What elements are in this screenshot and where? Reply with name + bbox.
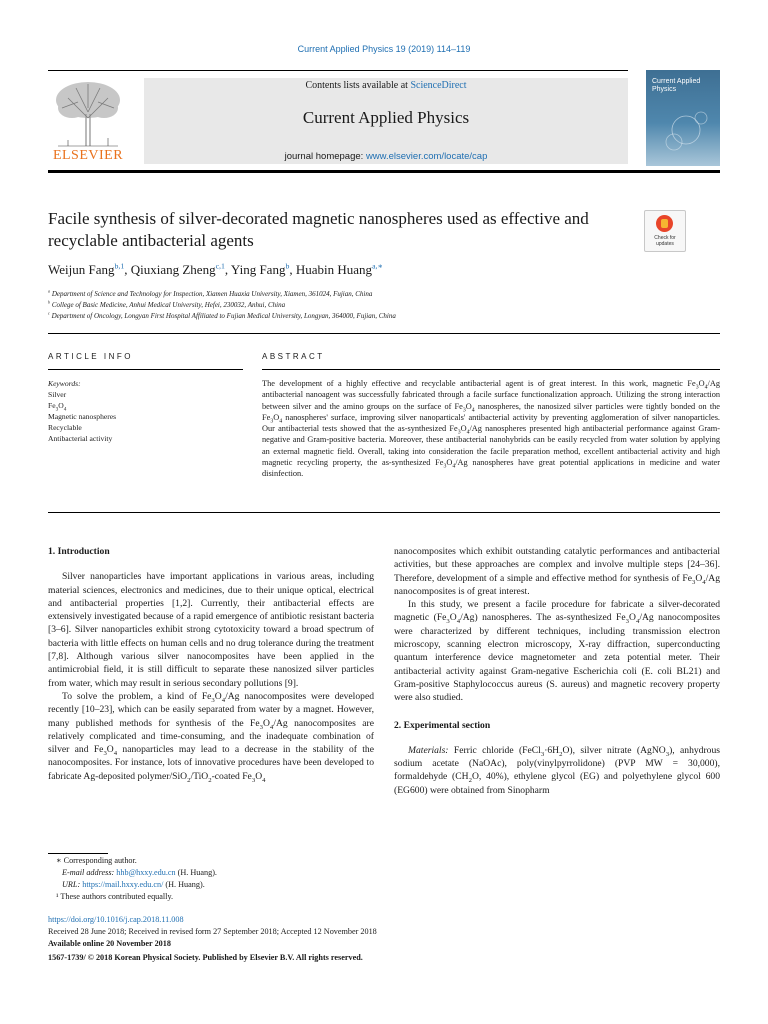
sciencedirect-link[interactable]: ScienceDirect bbox=[410, 80, 467, 91]
available-online: Available online 20 November 2018 bbox=[48, 939, 171, 948]
keyword-item[interactable]: $Fe_3O_4$ bbox=[48, 401, 67, 413]
received-dates: Received 28 June 2018; Received in revised form 27 September 2018; Accepted 12 November 2018 bbox=[48, 927, 377, 936]
author-name[interactable]: Huabin Huang bbox=[295, 262, 373, 277]
author-list: Weijun Fang$^{b,1}$, Qiuxiang Zheng$^{c,1}$, Ying Fang$^b$, Huabin Huang$^{a,∗}$ bbox=[48, 261, 383, 277]
header-rule-bottom bbox=[48, 170, 720, 173]
article-info-heading: ARTICLE INFO bbox=[48, 352, 133, 361]
author-affiliation-mark[interactable]: a,∗ bbox=[372, 261, 383, 271]
email-link[interactable]: hhb@hxxy.edu.cn bbox=[116, 868, 176, 877]
keywords-block bbox=[48, 378, 243, 444]
affiliation-rule bbox=[48, 333, 720, 334]
cover-title: Current Applied Physics bbox=[652, 78, 701, 93]
body-left-column bbox=[48, 545, 374, 783]
paragraph: nanocomposites which exhibit outstanding catalytic performances and antibacterial activities, but these approaches are complex and involve multiple steps [24–36]. Therefore, development of a simple and effective method for synthesis of $Fe_3O_4/Ag$ nanocomposites is of great interest. bbox=[394, 546, 720, 597]
check-for-updates-button[interactable] bbox=[644, 210, 686, 252]
keyword-item[interactable]: Magnetic nanospheres bbox=[48, 412, 117, 421]
section-heading-introduction: 1. Introduction bbox=[48, 546, 110, 557]
article-info-rule bbox=[48, 369, 243, 370]
article-title: Facile synthesis of silver-decorated magnetic nanospheres used as effective and recyclable antibacterial agents bbox=[48, 209, 589, 250]
author-name[interactable]: Qiuxiang Zheng bbox=[130, 262, 216, 277]
journal-reference[interactable]: Current Applied Physics 19 (2019) 114–119 bbox=[297, 44, 471, 54]
body-right-column bbox=[394, 545, 720, 797]
paragraph: To solve the problem, a kind of $Fe_3O_4/Ag$ nanocomposites were developed recently [10–23], which can be easily separated from water by a magnet. However, many published methods for synthesis of the $Fe_3O_4/Ag$ nanocomposites are relatively complicated and time-consuming, and the inadequate combination of silver and $Fe_3O_4$ nanoparticles may lead to a decrease in the stability of the nanocomposites. For instance, lots of innovative procedures have been developed to fabricate Ag-deposited polymer/SiO$_2$/TiO$_2$-coated $Fe_3O_4$ bbox=[48, 690, 375, 784]
affiliation-a: $^a$ Department of Science and Technology for Inspection, Xiamen Huaxia University, Xiamen, 361024, Fujian, China bbox=[48, 288, 373, 298]
check-updates-label: Check for updates bbox=[654, 235, 676, 247]
header-rule-top bbox=[48, 70, 628, 71]
copyright: 1567-1739/ © 2018 Korean Physical Society. Published by Elsevier B.V. All rights reserved. bbox=[48, 953, 363, 962]
doi-link[interactable]: https://doi.org/10.1016/j.cap.2018.11.008 bbox=[48, 915, 184, 924]
paragraph-materials: Materials: Ferric chloride $(FeCl_3\cdot 6H_2O)$, silver nitrate (AgNO$_3$), anhydrous sodium acetate (NaOAc), poly(vinylpyrrolidone) (PVP MW = 30,000), formaldehyde ($CH_2O$, 40%), ethylene glycol (EG) and polyethylene glycol 600 (EG600) were obtained from Sinopharm bbox=[394, 744, 721, 796]
elsevier-logo-text: ELSEVIER bbox=[52, 148, 124, 163]
abstract-bottom-rule bbox=[48, 512, 720, 513]
footnote-rule bbox=[48, 853, 108, 854]
author-affiliation-mark[interactable]: c,1 bbox=[215, 261, 225, 271]
keyword-item[interactable]: Antibacterial activity bbox=[48, 434, 113, 443]
affiliation-b: $^b$ College of Basic Medicine, Anhui Medical University, Hefei, 230032, Anhui, China bbox=[48, 299, 286, 309]
affiliation-c: $^c$ Department of Oncology, Longyan First Hospital Affiliated to Fujian Medical University, Longyan, 364000, Fujian, China bbox=[48, 310, 396, 320]
paragraph: In this study, we present a facile procedure for fabricate a silver-decorated magnetic $(Fe_3O_4/Ag)$ nanospheres. The as-synthesized $Fe_3O_4/Ag$ nanocomposites were characterized by different techniques, including transmission electron microscopy, scanning electron microscopy, X-ray diffraction, superconducting quantum interference device magnetometer and zeta potential meter. Their antibacterial activity against Gram-negative Escherichia coli (E. coli BL21) and Gram-positive Staphylococcus aureus (S. aureus) and magnetic recovery property were also studied. bbox=[394, 599, 720, 704]
abstract-heading: ABSTRACT bbox=[262, 352, 325, 361]
author-affiliation-mark[interactable]: b bbox=[285, 261, 290, 271]
footnote-url: URL: https://mail.hxxy.edu.cn/ (H. Huang). bbox=[62, 880, 205, 889]
keywords-label: Keywords: bbox=[48, 379, 81, 388]
url-link[interactable]: https://mail.hxxy.edu.cn/ bbox=[82, 880, 164, 889]
keyword-item[interactable]: Silver bbox=[48, 390, 67, 399]
section-heading-experimental: 2. Experimental section bbox=[394, 719, 491, 731]
footnote-equal-contribution: ¹ These authors contributed equally. bbox=[56, 892, 174, 901]
homepage-link[interactable]: www.elsevier.com/locate/cap bbox=[365, 151, 488, 162]
journal-homepage: journal homepage: www.elsevier.com/locate/cap bbox=[284, 151, 488, 162]
journal-cover[interactable] bbox=[646, 70, 720, 166]
footnote-corresponding: ∗ Corresponding author. bbox=[56, 856, 137, 865]
paragraph: Silver nanoparticles have important applications in various areas, including material sciences, electronics and medicines, due to their unique optical, electrical and antibacterial properties [1,2]. Currently, their antibacterial effects are extensively investigated because of a rapid emergence of antibiotic resistant bacteria [3–6]. Silver nanoparticles exhibit strong cytotoxicity toward a broad spectrum of bacteria with little effects on human cells and no drug tolerance during the treatment [7,8]. Although various silver nanocomposites have been applied in the antimicrobial field, it is still difficult to separate these nanosized silver particles from water, which may result in serious secondary pollutions [9]. bbox=[48, 571, 374, 689]
author-name[interactable]: Weijun Fang bbox=[48, 262, 115, 277]
abstract-rule bbox=[262, 369, 720, 370]
abstract-text: The development of a highly effective and recyclable antibacterial agent is of great interest. In this work, magnetic $Fe_3O_4/Ag$ antibacterial nanoagent was successfully fabricated through a facile surface functionalization approach. Utilizing the strong interaction between silver and the amino groups on the surface of $Fe_3O_4$ nanospheres, the nanosized silver particles were tightly bonded on the $Fe_3O_4$ nanospheres' surface, improving silver nanoparticals' antibacterial activity by preventing agglomeration of silver nanoparticles. Our antibacterial tests showed that the as-synthesized $Fe_3O_4/Ag$ nanospheres presented high antibacterial performance against Gram-negative and Gram-positive bacteria. Moreover, these antibacterial nanohybrids can be easily recycled from water solution by applying an external magnetic field. Overall, taking into consideration the facile preparation method, excellent antibacterial activity and high magnetic recycling property, the as-synthesized $Fe_3O_4/Ag$ nanospheres have great potential applications in medicine and water disinfection. bbox=[262, 379, 720, 479]
contents-line: Contents lists available at ScienceDirect bbox=[305, 80, 467, 91]
footnote-email: E-mail address: hhb@hxxy.edu.cn (H. Huang). bbox=[62, 868, 217, 877]
keyword-item[interactable]: Recyclable bbox=[48, 423, 82, 432]
journal-title: Current Applied Physics bbox=[302, 108, 470, 127]
check-updates-icon bbox=[656, 215, 673, 232]
author-affiliation-mark[interactable]: b,1 bbox=[114, 261, 125, 271]
author-name[interactable]: Ying Fang bbox=[230, 262, 286, 277]
